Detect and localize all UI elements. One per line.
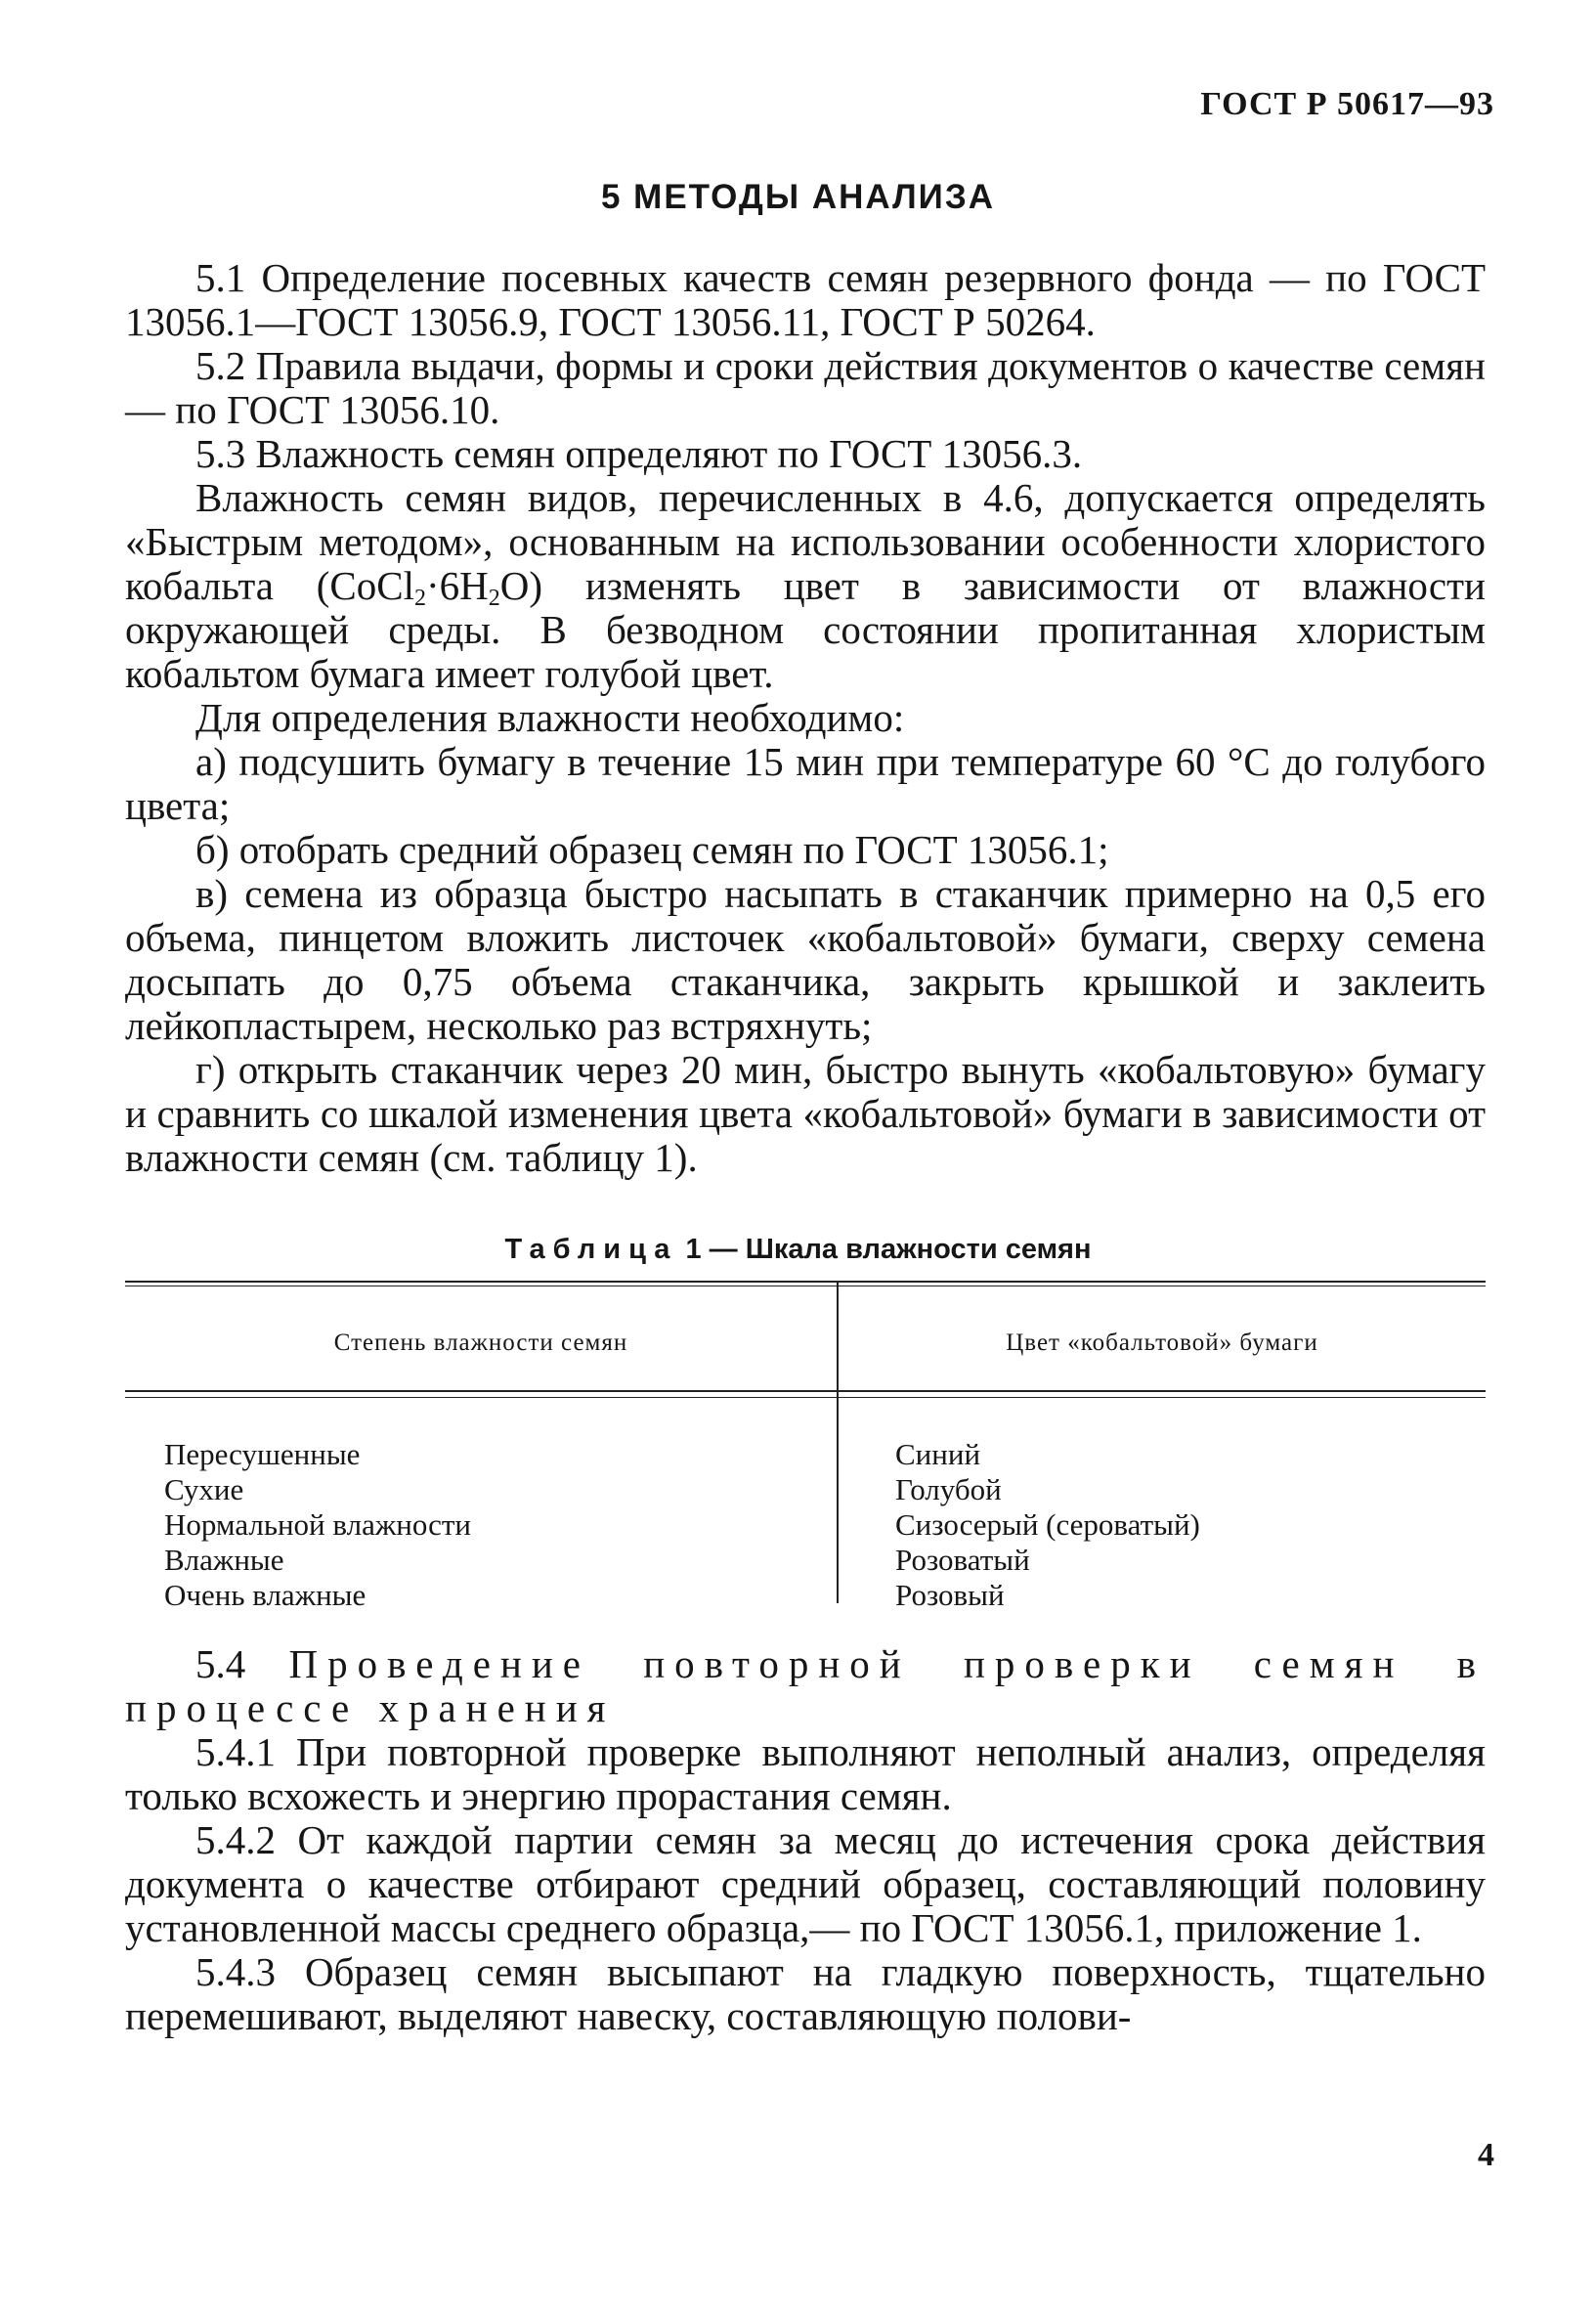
paragraph-5-4-2: 5.4.2 От каждой партии семян за месяц до истечения срока действия документа о качестве отбирают средний образец, составляющий половину установленной массы среднего образца,— по ГОСТ 13056.1, приложение 1.: [125, 1817, 1486, 1950]
moisture-scale-table: [125, 1281, 1486, 1612]
table-header-rule-inner: [125, 1397, 1486, 1398]
paragraph-5-4: [125, 1642, 1486, 1730]
formula-subscript-2: 2: [488, 586, 500, 611]
table-caption: [0, 1234, 1596, 1266]
table-cell: Синий: [895, 1437, 981, 1471]
formula-subscript-1: 2: [414, 586, 426, 611]
table-cell: Розовый: [895, 1578, 1005, 1612]
standard-code: ГОСТ Р 50617—93: [1200, 86, 1494, 122]
paragraph-step-g: г) открыть стаканчик через 20 мин, быстро вынуть «кобальтовую» бумагу и сравнить со шкалой изменения цвета «кобальтовой» бумаги в зависимости от влажности семян (см. таблицу 1).: [125, 1047, 1486, 1180]
paragraph-5-1: 5.1 Определение посевных качеств семян резервного фонда — по ГОСТ 13056.1—ГОСТ 13056.9, ГОСТ 13056.11, ГОСТ Р 50264.: [125, 255, 1486, 344]
quick-method-text-a: Влажность семян видов, перечисленных в 4.6, допускается определять «Быстрым методом», основанным на использовании особенности хлористого кобальта (CoCl: [125, 475, 1486, 608]
paragraph-5-3: 5.3 Влажность семян определяют по ГОСТ 13056.3.: [195, 431, 1083, 476]
table-header-moisture-degree: Степень влажности семян: [333, 1329, 628, 1356]
table-cell: Сизосерый (сероватый): [895, 1507, 1200, 1542]
table-header-rule: [125, 1390, 1486, 1392]
paragraph-5-4-3: 5.4.3 Образец семян высыпают на гладкую поверхность, тщательно перемешивают, выделяют навеску, составляющую полови-: [125, 1949, 1486, 2038]
paragraph-quick-method: [125, 476, 1486, 696]
paragraph-step-b: б) отобрать средний образец семян по ГОСТ 13056.1;: [195, 827, 1109, 872]
table-header-paper-color: Цвет «кобальтовой» бумаги: [1006, 1329, 1318, 1356]
table-cell: Пересушенные: [164, 1437, 361, 1471]
subsection-heading: Проведение повторной проверки семян в процессе хранения: [125, 1641, 1486, 1730]
table-top-rule: [125, 1281, 1486, 1283]
table-column-paper-color: [895, 1437, 1200, 1613]
body-text-top: [125, 256, 1486, 1180]
table-column-moisture-degree: [164, 1437, 471, 1613]
table-cell: Влажные: [164, 1543, 284, 1577]
paragraph-5-2: 5.2 Правила выдачи, формы и сроки действия документов о качестве семян — по ГОСТ 13056.10.: [125, 343, 1486, 432]
table-cell: Сухие: [164, 1472, 244, 1506]
table-caption-title: 1 — Шкала влажности семян: [677, 1234, 1092, 1265]
paragraph-step-a: а) подсушить бумагу в течение 15 мин при температуре 60 °С до голубого цвета;: [125, 739, 1486, 828]
body-text-bottom: [125, 1642, 1486, 2038]
page-number: 4: [1478, 2137, 1494, 2173]
section-title: 5 МЕТОДЫ АНАЛИЗА: [600, 178, 996, 216]
subsection-number: 5.4: [195, 1641, 289, 1686]
paragraph-5-4-1: 5.4.1 При повторной проверке выполняют неполный анализ, определяя только всхожесть и энергию прорастания семян.: [125, 1729, 1486, 1818]
quick-method-text-c: O) изменять цвет в зависимости от влажности окружающей среды. В безводном состоянии пропитанная хлористым кобальтом бумага имеет голубой цвет.: [125, 563, 1486, 696]
table-cell: Розоватый: [895, 1543, 1030, 1577]
table-cell: Голубой: [895, 1472, 1002, 1506]
paragraph-procedure-intro: Для определения влажности необходимо:: [195, 695, 905, 740]
table-caption-label: Таблица: [504, 1234, 678, 1265]
paragraph-step-v: в) семена из образца быстро насыпать в стаканчик примерно на 0,5 его объема, пинцетом вложить листочек «кобальтовой» бумаги, сверху семена досыпать до 0,75 объема стаканчика, закрыть крышкой и заклеить лейкопластырем, несколько раз встряхнуть;: [125, 871, 1486, 1048]
table-cell: Нормальной влажности: [164, 1507, 472, 1542]
table-cell: Очень влажные: [164, 1578, 367, 1612]
quick-method-text-b: ·6H: [426, 563, 489, 608]
